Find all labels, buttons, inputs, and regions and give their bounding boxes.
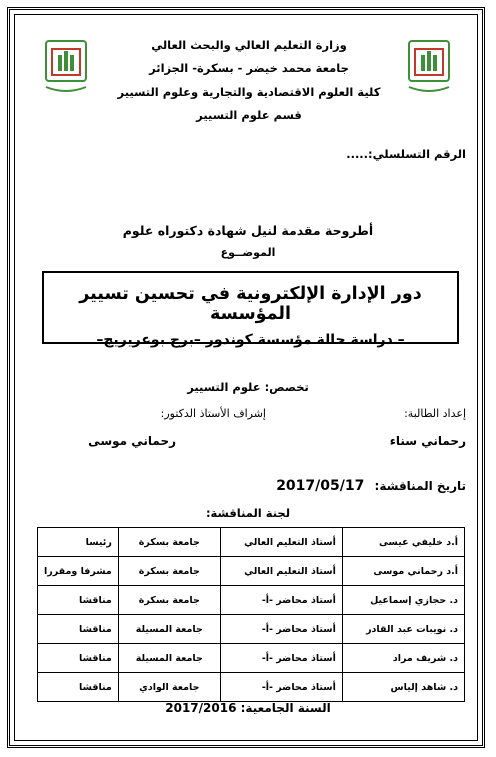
member-name: أ.د خليفي عيسى bbox=[342, 528, 464, 557]
member-rank: أستاذ محاضر -أ- bbox=[220, 586, 342, 615]
member-rank: أستاذ محاضر -أ- bbox=[220, 615, 342, 644]
supervisor-label: إشراف الأستاذ الدكتور: bbox=[160, 407, 266, 420]
supervisor-name: رحماني موسى bbox=[88, 434, 176, 448]
member-university: جامعة بسكرة bbox=[118, 557, 220, 586]
member-role: مناقشا bbox=[38, 644, 119, 673]
university-logo-icon bbox=[405, 37, 453, 97]
table-row bbox=[38, 615, 465, 644]
university-name: جامعة محمد خيضر - بسكرة- الجزائر bbox=[149, 61, 349, 75]
member-role: مشرفا ومقررا bbox=[38, 557, 119, 586]
faculty-name: كلية العلوم الاقتصادية والتجارية وعلوم التسيير bbox=[117, 85, 381, 99]
member-role: مناقشا bbox=[38, 586, 119, 615]
member-name: د. شريف مراد bbox=[342, 644, 464, 673]
member-university: جامعة الوادي bbox=[118, 673, 220, 702]
table-row bbox=[38, 673, 465, 702]
academic-year: السنة الجامعية: 2017/2016 bbox=[165, 701, 331, 715]
member-rank: أستاذ التعليم العالي bbox=[220, 557, 342, 586]
member-name: د. حجازي إسماعيل bbox=[342, 586, 464, 615]
member-role: مناقشا bbox=[38, 673, 119, 702]
table-row bbox=[38, 586, 465, 615]
committee-table bbox=[37, 527, 465, 702]
member-role: رئيسا bbox=[38, 528, 119, 557]
student-label: إعداد الطالبة: bbox=[404, 407, 466, 420]
member-university: جامعة المسيلة bbox=[118, 615, 220, 644]
member-rank: أستاذ التعليم العالي bbox=[220, 528, 342, 557]
table-row bbox=[38, 528, 465, 557]
thesis-type: أطروحة مقدمة لنيل شهادة دكتوراه علوم bbox=[122, 223, 374, 238]
member-university: جامعة بسكرة bbox=[118, 586, 220, 615]
defense-date-label: تاريخ المناقشة: bbox=[374, 479, 466, 493]
member-rank: أستاذ محاضر -أ- bbox=[220, 673, 342, 702]
table-row bbox=[38, 557, 465, 586]
defense-date: 2017/05/17 bbox=[276, 478, 365, 494]
ministry-name: وزارة التعليم العالي والبحث العالي bbox=[151, 38, 347, 52]
department-name: قسم علوم التسيير bbox=[196, 108, 302, 122]
subject-label: الموضــوع bbox=[220, 246, 276, 259]
member-university: جامعة بسكرة bbox=[118, 528, 220, 557]
thesis-title: دور الإدارة الإلكترونية في تحسين تسيير المؤسسة bbox=[79, 284, 422, 324]
member-role: مناقشا bbox=[38, 615, 119, 644]
specialization: تخصص: علوم التسيير bbox=[187, 380, 309, 394]
member-university: جامعة المسيلة bbox=[118, 644, 220, 673]
table-row bbox=[38, 644, 465, 673]
member-name: د. شاهد إلياس bbox=[342, 673, 464, 702]
university-logo-icon bbox=[42, 37, 90, 97]
defense-date-row bbox=[276, 478, 466, 494]
member-rank: أستاذ محاضر -أ- bbox=[220, 644, 342, 673]
serial-number: الرقم التسلسلي:..... bbox=[346, 147, 466, 161]
committee-label: لجنة المناقشة: bbox=[205, 506, 291, 520]
member-name: د. نويبات عبد القادر bbox=[342, 615, 464, 644]
student-name: رحماني سناء bbox=[389, 434, 466, 448]
member-name: أ.د رحماني موسى bbox=[342, 557, 464, 586]
thesis-title-box bbox=[42, 271, 459, 348]
thesis-subtitle: – دراسة حالة مؤسسة كوندور –برج بوعريريج– bbox=[96, 332, 405, 348]
